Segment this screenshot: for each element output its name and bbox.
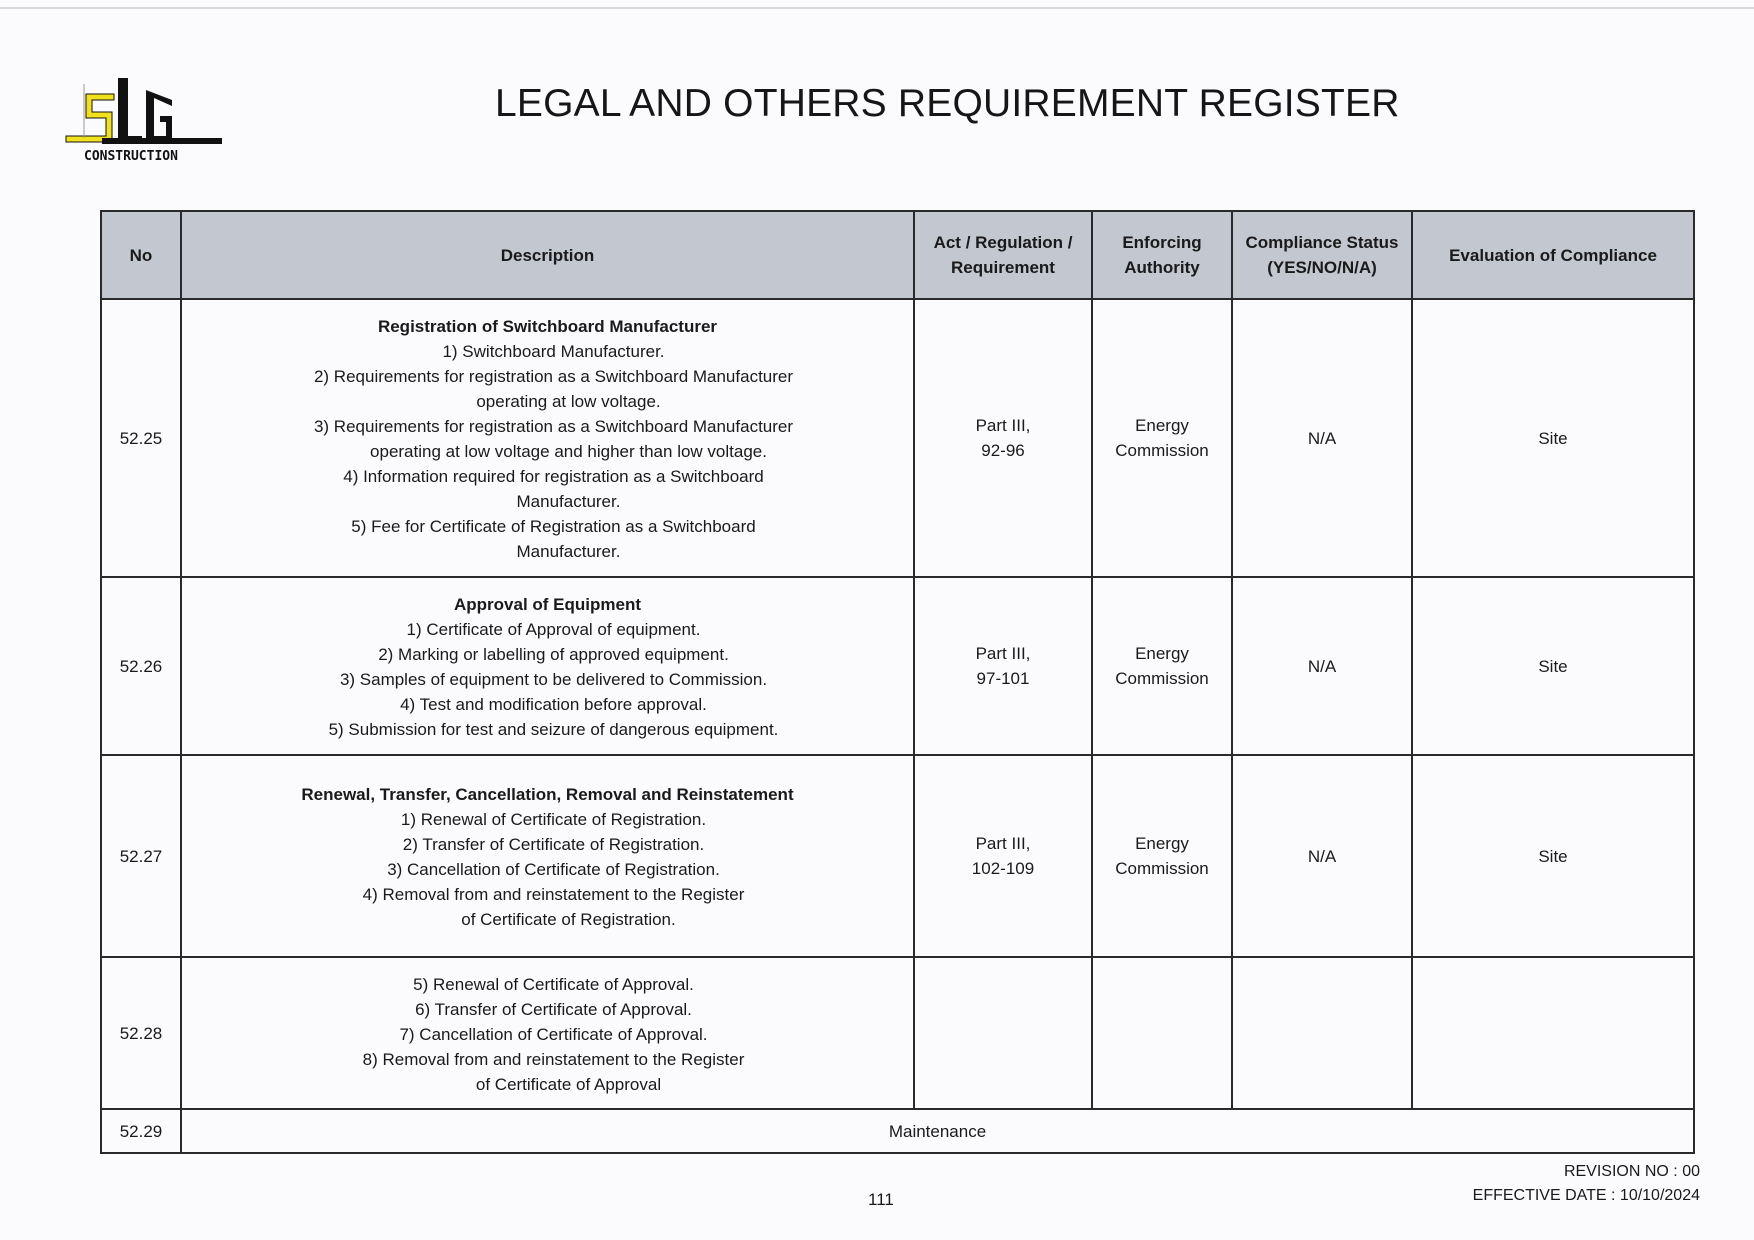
column-header-act (914, 211, 1092, 299)
row-evaluation (1412, 957, 1694, 1109)
row-evaluation: Site (1412, 577, 1694, 755)
item-text-continued: operating at low voltage. (476, 392, 661, 411)
description-item (186, 1047, 909, 1097)
row-compliance-status: N/A (1232, 755, 1412, 957)
requirement-register-table (100, 210, 1695, 1154)
row-enforcing-authority (1092, 299, 1232, 577)
revision-number: REVISION NO : 00 (1563, 1163, 1700, 1180)
description-item: 3) Samples of equipment to be delivered to Commission. (339, 670, 768, 689)
row-evaluation: Site (1412, 299, 1694, 577)
description-item (186, 339, 909, 364)
slg-logo-icon (62, 76, 242, 172)
row-number: 52.27 (101, 755, 181, 957)
cell-line: Part III, (975, 416, 1031, 435)
row-number: 52.25 (101, 299, 181, 577)
description-item: 2) Marking or labelling of approved equipment. (378, 645, 729, 664)
row-enforcing-authority (1092, 957, 1232, 1109)
row-description (181, 755, 914, 957)
logo-text: CONSTRUCTION (84, 149, 178, 164)
description-item: 5) Renewal of Certificate of Approval. (413, 974, 694, 994)
cell-line: Energy (1135, 644, 1189, 663)
description-item: 1) Renewal of Certificate of Registration. (400, 810, 707, 829)
item-text-continued: Manufacturer. (516, 542, 621, 561)
row-compliance-status (1232, 957, 1412, 1109)
description-item (186, 464, 909, 514)
row-compliance-status: N/A (1232, 299, 1412, 577)
row-number: 52.28 (101, 957, 181, 1109)
row-description: Maintenance (181, 1109, 1694, 1153)
cell-line: Part III, (975, 834, 1031, 853)
description-item: 2) Transfer of Certificate of Registration. (402, 835, 705, 854)
row-description (181, 957, 914, 1109)
description-item: 6) Transfer of Certificate of Approval. (415, 999, 692, 1019)
item-text: 4) Information required for registration as a Switchboard (343, 467, 764, 486)
header-line: Authority (1124, 258, 1200, 277)
item-text: 4) Removal from and reinstatement to the Register (362, 885, 745, 904)
row-evaluation: Site (1412, 755, 1694, 957)
page-number: 111 (868, 1190, 894, 1209)
description-item (186, 364, 909, 414)
item-text: 2) Requirements for registration as a Switchboard Manufacturer (313, 367, 794, 386)
item-text-continued: of Certificate of Approval (475, 1074, 662, 1094)
column-header-no: No (101, 211, 181, 299)
cell-line: 92-96 (981, 441, 1025, 460)
table-row (101, 299, 1694, 577)
description-title: Registration of Switchboard Manufacturer (377, 317, 718, 336)
row-enforcing-authority (1092, 577, 1232, 755)
table-row (101, 755, 1694, 957)
description-item (186, 514, 909, 564)
description-item: 1) Certificate of Approval of equipment. (406, 620, 701, 639)
header-line: Enforcing (1122, 233, 1202, 252)
description-item: 3) Cancellation of Certificate of Registration. (387, 860, 720, 879)
description-item: 4) Test and modification before approval. (400, 695, 707, 714)
effective-date: EFFECTIVE DATE : 10/10/2024 (1472, 1187, 1700, 1204)
row-number: 52.29 (101, 1109, 181, 1153)
header-line: Act / Regulation / (933, 233, 1073, 252)
page-title: LEGAL AND OTHERS REQUIREMENT REGISTER (495, 82, 1400, 125)
row-compliance-status: N/A (1232, 577, 1412, 755)
description-item (186, 882, 909, 932)
row-description (181, 299, 914, 577)
column-header-description: Description (181, 211, 914, 299)
header-line: Requirement (951, 258, 1055, 277)
row-act-regulation (914, 577, 1092, 755)
row-enforcing-authority (1092, 755, 1232, 957)
cell-line: Part III, (975, 644, 1031, 663)
company-logo (62, 76, 242, 172)
header-line: Compliance Status (1245, 233, 1399, 252)
column-header-evaluation: Evaluation of Compliance (1412, 211, 1694, 299)
cell-line: Commission (1115, 441, 1209, 460)
header-line: (YES/NO/N/A) (1267, 258, 1377, 277)
column-header-enforcing-authority (1092, 211, 1232, 299)
cell-line: Commission (1115, 859, 1209, 878)
row-act-regulation (914, 299, 1092, 577)
description-title: Renewal, Transfer, Cancellation, Removal and Reinstatement (301, 785, 794, 804)
item-text: 5) Fee for Certificate of Registration as a Switchboard (351, 517, 756, 536)
cell-line: Commission (1115, 669, 1209, 688)
cell-line: Energy (1135, 834, 1189, 853)
item-text: 8) Removal from and reinstatement to the Register (362, 1049, 745, 1069)
item-text-continued: Manufacturer. (516, 492, 621, 511)
table-row (101, 957, 1694, 1109)
page-top-rule (0, 7, 1754, 9)
column-header-compliance-status (1232, 211, 1412, 299)
document-revision-info (1473, 1160, 1700, 1208)
row-description (181, 577, 914, 755)
description-item: 7) Cancellation of Certificate of Approval. (399, 1024, 708, 1044)
row-act-regulation (914, 755, 1092, 957)
description-item: 5) Submission for test and seizure of dangerous equipment. (328, 720, 779, 739)
item-text-continued: operating at low voltage and higher than low voltage. (370, 442, 767, 461)
item-text: 1) Switchboard Manufacturer. (442, 342, 665, 361)
table-row (101, 577, 1694, 755)
description-item (186, 414, 909, 464)
cell-line: 102-109 (971, 859, 1035, 878)
description-title: Approval of Equipment (454, 595, 641, 614)
table-header-row (101, 211, 1694, 299)
row-act-regulation (914, 957, 1092, 1109)
row-number: 52.26 (101, 577, 181, 755)
item-text-continued: of Certificate of Registration. (461, 910, 676, 929)
cell-line: 97-101 (976, 669, 1030, 688)
table-row (101, 1109, 1694, 1153)
item-text: 3) Requirements for registration as a Switchboard Manufacturer (313, 417, 794, 436)
cell-line: Energy (1135, 416, 1189, 435)
